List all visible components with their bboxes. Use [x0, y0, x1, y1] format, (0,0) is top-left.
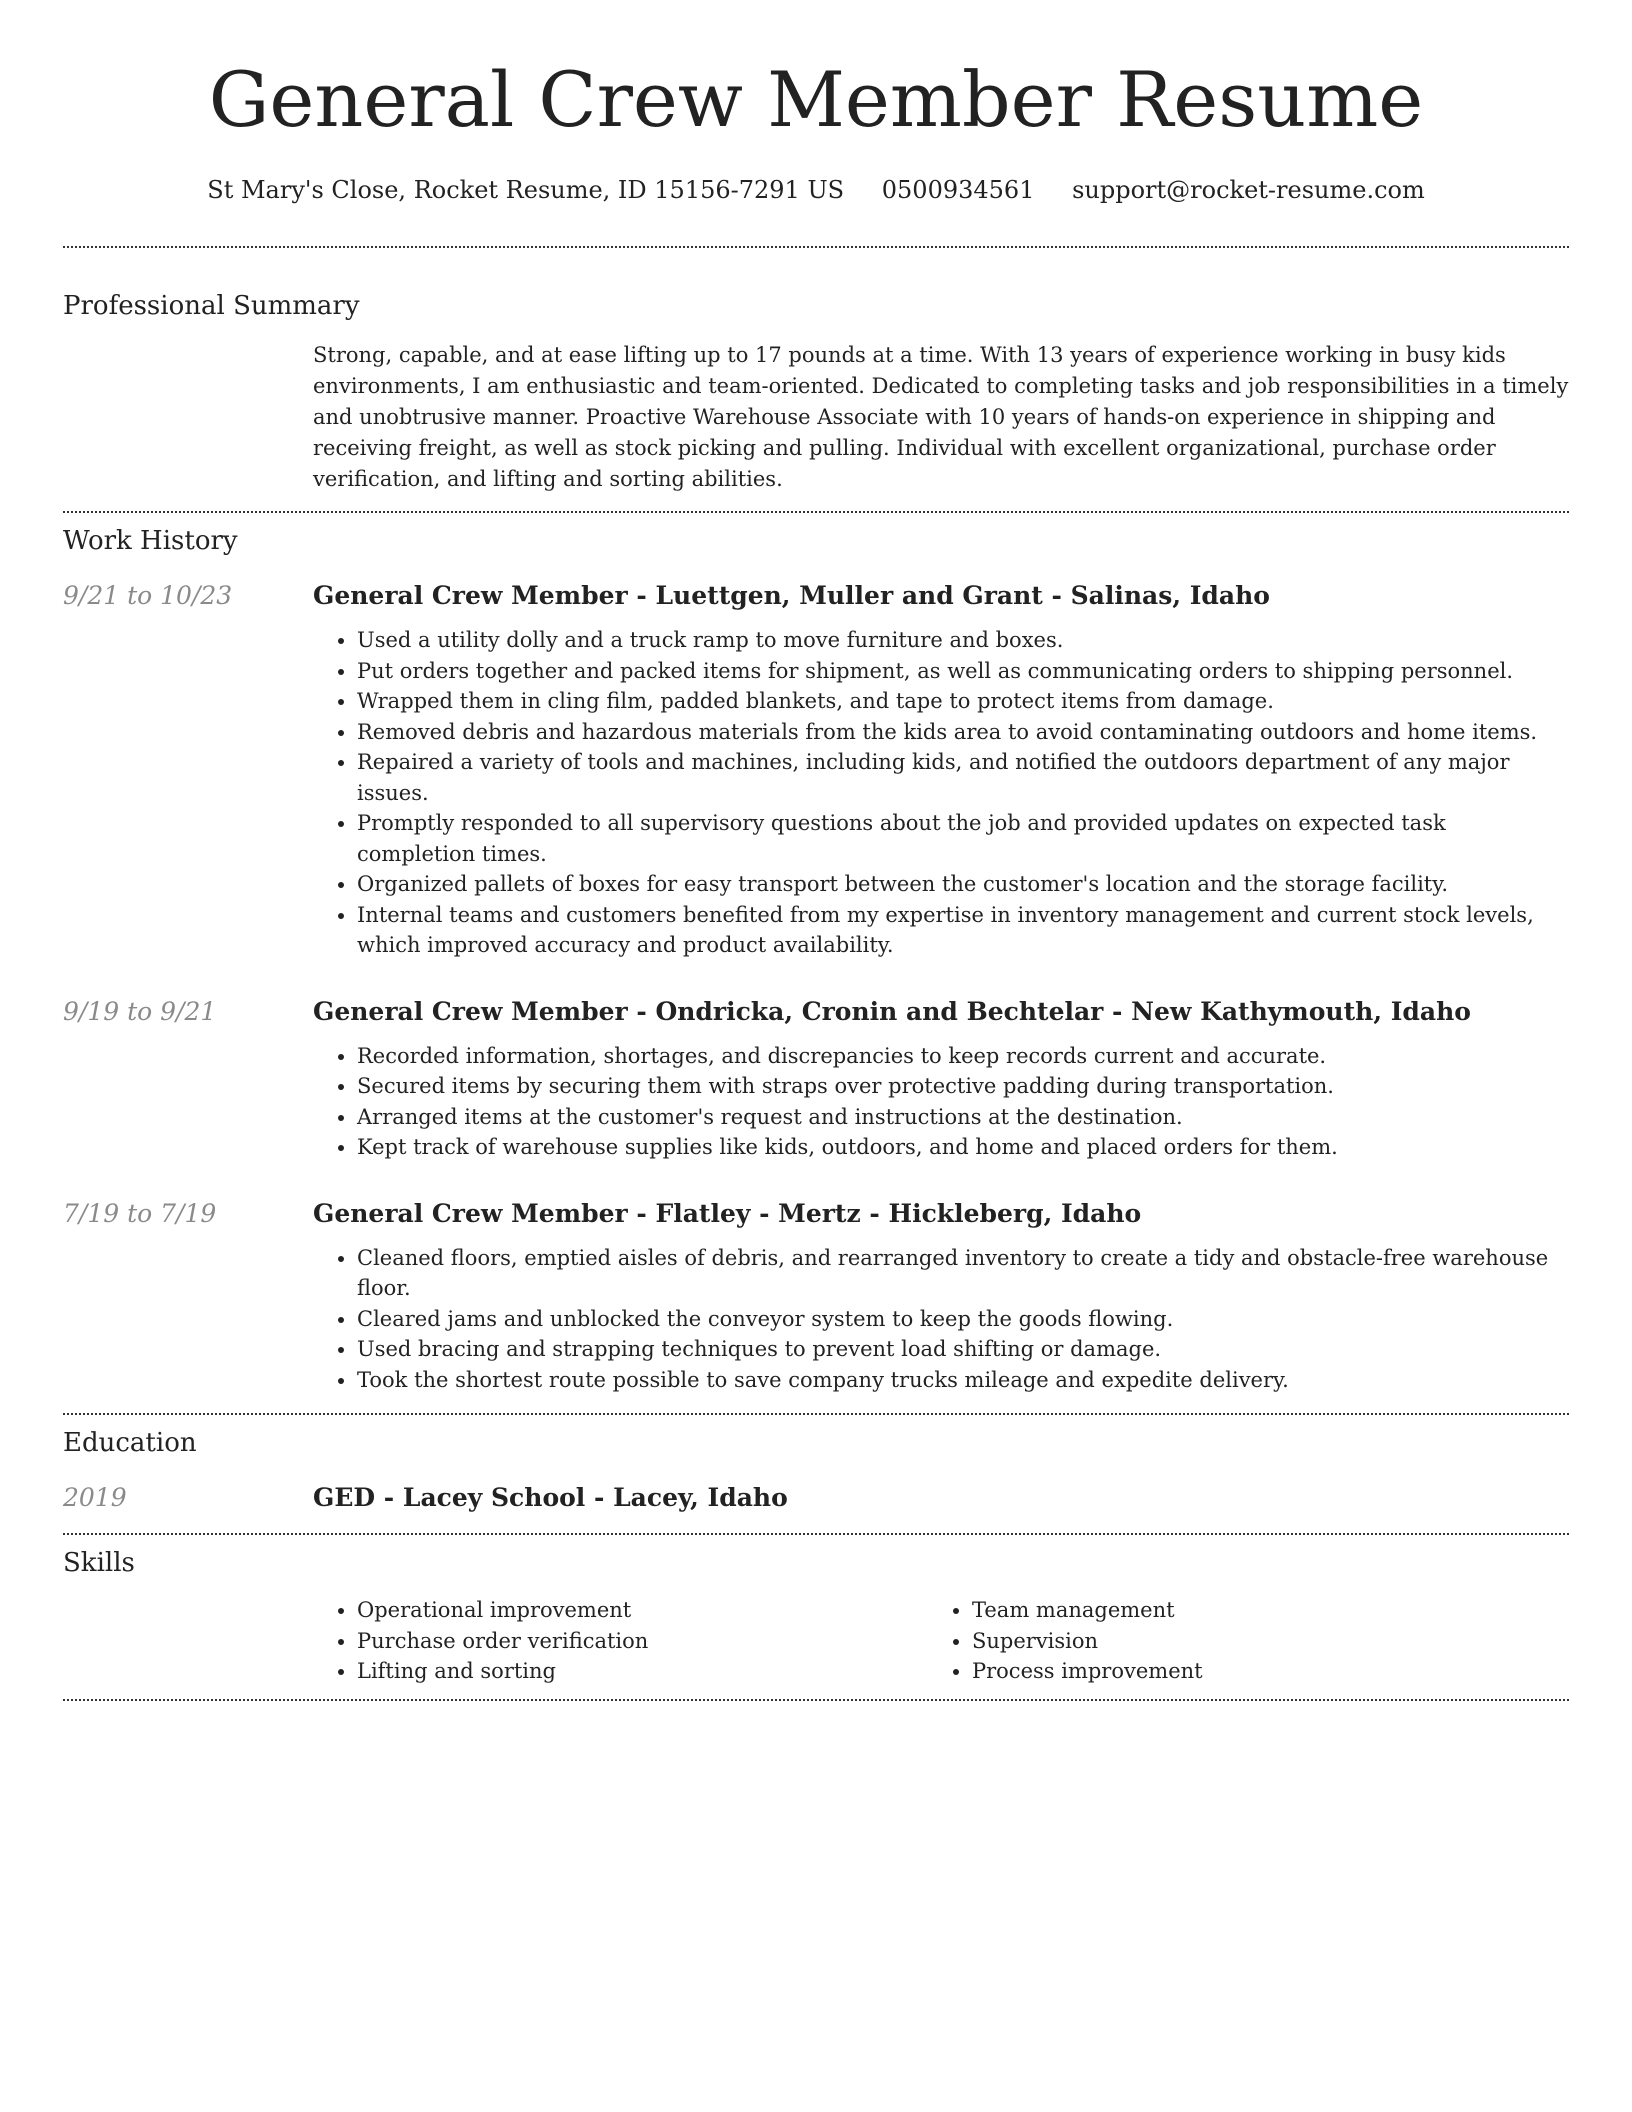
education-divider [63, 1533, 1569, 1535]
skill-item: • Team management [972, 1595, 1543, 1626]
resume-header [63, 0, 1569, 206]
summary-section [63, 340, 1569, 495]
skill-item: • Process improvement [972, 1656, 1543, 1687]
contact-phone: 0500934561 [881, 176, 1035, 204]
skill-item: • Lifting and sorting [357, 1656, 928, 1687]
list-item: • Cleaned floors, emptied aisles of debris, and rearranged inventory to create a tidy and obstacle-free warehouse floor. [357, 1243, 1569, 1304]
list-item: • Recorded information, shortages, and discrepancies to keep records current and accurate. [357, 1041, 1569, 1072]
list-item: • Internal teams and customers benefited from my expertise in inventory management and current stock levels, which improved accuracy and product availability. [357, 900, 1569, 961]
summary-text: Strong, capable, and at ease lifting up to 17 pounds at a time. With 13 years of experience working in busy kids environments, I am enthusiastic and team-oriented. Dedicated to completing tasks and job responsibilities in a timely and unobtrusive manner. Proactive Warehouse Associate with 10 years of hands-on experience in shipping and receiving freight, as well as stock picking and pulling. Individual with excellent organizational, purchase order verification, and lifting and sorting abilities. [313, 343, 1569, 491]
job-bullets [313, 1243, 1569, 1396]
job-title: General Crew Member - Luettgen, Muller and Grant - Salinas, Idaho [313, 581, 1270, 610]
list-item: • Cleared jams and unblocked the conveyor system to keep the goods flowing. [357, 1304, 1569, 1335]
summary-divider [63, 511, 1569, 513]
skills-heading: Skills [63, 1548, 135, 1578]
education-year: 2019 [63, 1483, 127, 1512]
list-item: • Repaired a variety of tools and machines, including kids, and notified the outdoors department of any major issues. [357, 747, 1569, 808]
list-item: • Used bracing and strapping techniques to prevent load shifting or damage. [357, 1334, 1569, 1365]
list-item: • Removed debris and hazardous materials from the kids area to avoid contaminating outdoors and home items. [357, 717, 1569, 748]
education-degree: GED - Lacey School - Lacey, Idaho [313, 1483, 788, 1512]
contact-line [63, 174, 1569, 206]
list-item: • Organized pallets of boxes for easy transport between the customer's location and the storage facility. [357, 869, 1569, 900]
list-item: • Secured items by securing them with straps over protective padding during transportation. [357, 1071, 1569, 1102]
list-item: • Promptly responded to all supervisory questions about the job and provided updates on expected task completion times. [357, 808, 1569, 869]
job-dates: 9/19 to 9/21 [63, 996, 217, 1026]
list-item: • Kept track of warehouse supplies like kids, outdoors, and home and placed orders for them. [357, 1132, 1569, 1163]
list-item: • Wrapped them in cling film, padded blankets, and tape to protect items from damage. [357, 686, 1569, 717]
skills-list-right [928, 1595, 1543, 1687]
list-item: • Arranged items at the customer's request and instructions at the destination. [357, 1102, 1569, 1133]
contact-address: St Mary's Close, Rocket Resume, ID 15156-7291 US [207, 176, 845, 204]
education-heading: Education [63, 1428, 197, 1458]
job-entry [63, 1197, 1569, 1396]
skills-section [63, 1595, 1569, 1687]
job-dates: 9/21 to 10/23 [63, 581, 233, 610]
job-dates: 7/19 to 7/19 [63, 1198, 217, 1228]
job-bullets [313, 1041, 1569, 1163]
education-entry [63, 1481, 1569, 1515]
job-title: General Crew Member - Ondricka, Cronin and Bechtelar - New Kathymouth, Idaho [313, 996, 1471, 1026]
job-title: General Crew Member - Flatley - Mertz - Hickleberg, Idaho [313, 1198, 1142, 1228]
job-entry [63, 995, 1569, 1163]
list-item: • Took the shortest route possible to save company trucks mileage and expedite delivery. [357, 1365, 1569, 1396]
skill-item: • Operational improvement [357, 1595, 928, 1626]
resume-title: General Crew Member Resume [208, 55, 1424, 144]
list-item: • Put orders together and packed items for shipment, as well as communicating orders to shipping personnel. [357, 656, 1569, 687]
work-history-heading: Work History [63, 526, 238, 556]
list-item: • Used a utility dolly and a truck ramp to move furniture and boxes. [357, 625, 1569, 656]
skills-divider [63, 1699, 1569, 1701]
header-divider [63, 246, 1569, 248]
skill-item: • Purchase order verification [357, 1626, 928, 1657]
contact-email: support@rocket-resume.com [1072, 176, 1425, 204]
summary-heading: Professional Summary [63, 291, 360, 321]
job-entry [63, 579, 1569, 961]
work-divider [63, 1413, 1569, 1415]
job-bullets [313, 625, 1569, 961]
skills-list-left [313, 1595, 928, 1687]
skill-item: • Supervision [972, 1626, 1543, 1657]
